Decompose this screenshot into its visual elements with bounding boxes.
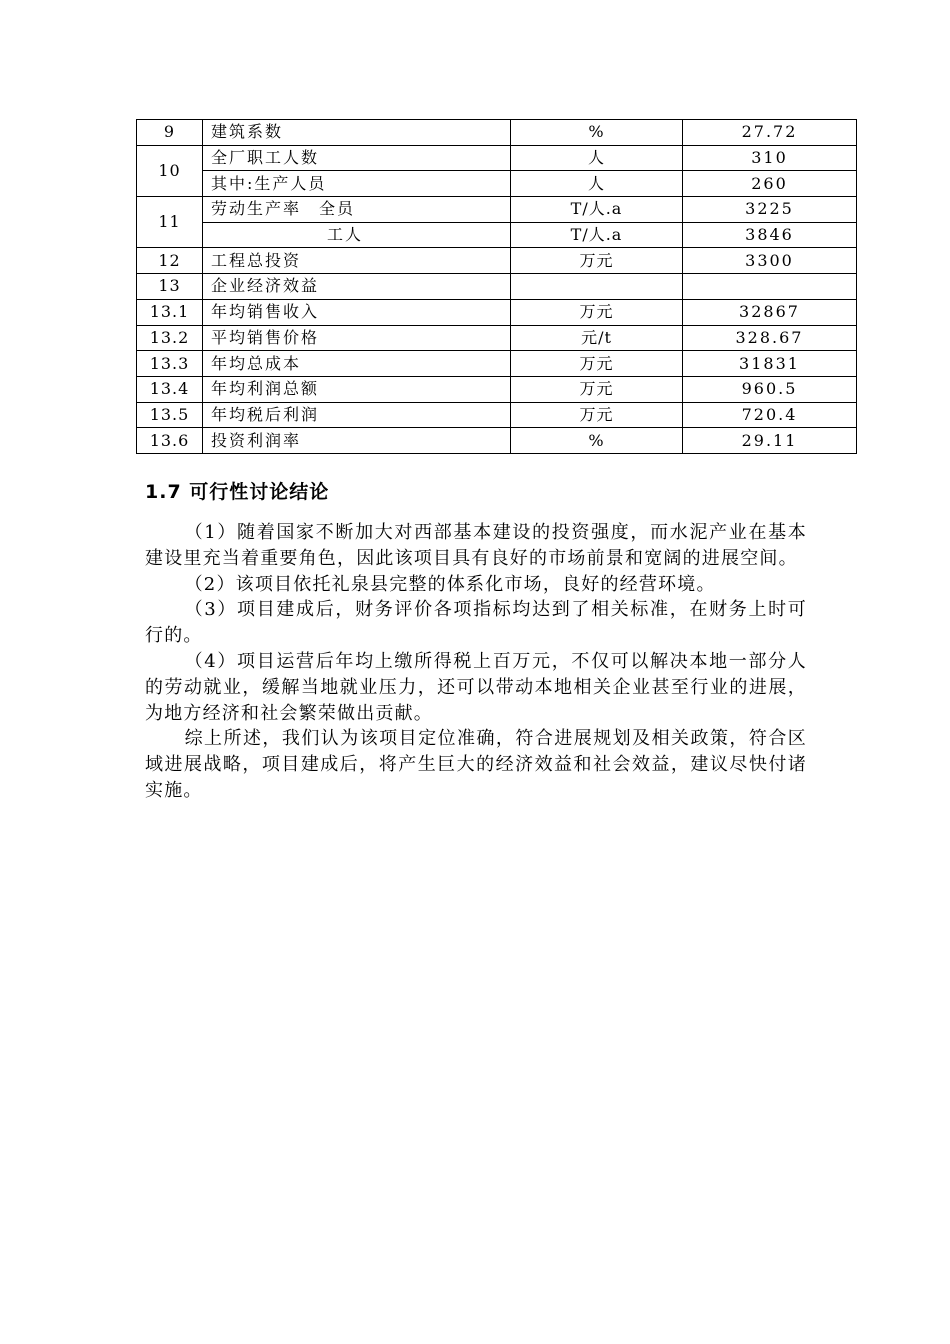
row-number: 13.2 (137, 325, 203, 351)
row-item: 全厂职工人数 (203, 145, 511, 171)
paragraph: （2）该项目依托礼泉县完整的体系化市场，良好的经营环境。 (184, 573, 716, 595)
row-value: 960.5 (683, 376, 857, 402)
paragraph: （3）项目建成后，财务评价各项指标均达到了相关标准，在财务上时可行的。 (145, 599, 807, 647)
row-item: 年均利润总额 (203, 376, 511, 402)
row-number: 13.5 (137, 402, 203, 428)
row-unit: 万元 (511, 248, 683, 274)
row-value: 310 (683, 145, 857, 171)
indicator-table (136, 119, 857, 454)
row-item: 工程总投资 (203, 248, 511, 274)
table-row (137, 120, 857, 146)
table-row (137, 274, 857, 300)
row-value: 328.67 (683, 325, 857, 351)
row-item: 劳动生产率 全员 (203, 197, 511, 223)
table-row (137, 171, 857, 197)
row-unit (511, 274, 683, 300)
table-row (137, 325, 857, 351)
row-value: 3846 (683, 222, 857, 248)
row-value: 29.11 (683, 428, 857, 454)
row-item: 工人 (203, 222, 511, 248)
row-value: 32867 (683, 299, 857, 325)
row-number: 12 (137, 248, 203, 274)
row-item: 建筑系数 (203, 120, 511, 146)
table-row (137, 248, 857, 274)
table-row (137, 402, 857, 428)
row-item: 年均税后利润 (203, 402, 511, 428)
row-value: 3225 (683, 197, 857, 223)
row-unit: 万元 (511, 402, 683, 428)
row-item: 投资利润率 (203, 428, 511, 454)
row-item: 企业经济效益 (203, 274, 511, 300)
row-item: 年均总成本 (203, 351, 511, 377)
paragraph: （1）随着国家不断加大对西部基本建设的投资强度，而水泥产业在基本建设里充当着重要角色，因此该项目具有良好的市场前景和宽阔的进展空间。 (145, 522, 807, 569)
row-number: 13 (137, 274, 203, 300)
row-item: 平均销售价格 (203, 325, 511, 351)
row-item: 其中:生产人员 (203, 171, 511, 197)
row-unit: % (511, 428, 683, 454)
row-value: 720.4 (683, 402, 857, 428)
row-number: 11 (137, 197, 203, 248)
table-row (137, 222, 857, 248)
row-unit: T/人.a (511, 222, 683, 248)
row-item: 年均销售收入 (203, 299, 511, 325)
row-number: 10 (137, 145, 203, 196)
row-value (683, 274, 857, 300)
table-row (137, 197, 857, 223)
row-number: 9 (137, 120, 203, 146)
paragraph: （4）项目运营后年均上缴所得税上百万元，不仅可以解决本地一部分人的劳动就业，缓解当地就业压力，还可以带动本地相关企业甚至行业的进展，为地方经济和社会繁荣做出贡献。 (145, 650, 807, 724)
row-number: 13.6 (137, 428, 203, 454)
row-unit: 万元 (511, 351, 683, 377)
indicator-table-container (136, 119, 856, 454)
row-number: 13.3 (137, 351, 203, 377)
row-unit: 元/t (511, 325, 683, 351)
conclusion-text (145, 520, 807, 804)
table-row (137, 299, 857, 325)
row-unit: % (511, 120, 683, 146)
table-row (137, 428, 857, 454)
row-number: 13.4 (137, 376, 203, 402)
paragraph: 综上所述，我们认为该项目定位准确，符合进展规划及相关政策，符合区域进展战略，项目建成后，将产生巨大的经济效益和社会效益，建议尽快付诸实施。 (145, 728, 807, 801)
section-heading: 1.7 可行性讨论结论 (145, 481, 330, 503)
row-unit: 万元 (511, 376, 683, 402)
table-row (137, 145, 857, 171)
table-row (137, 351, 857, 377)
row-value: 31831 (683, 351, 857, 377)
row-unit: 万元 (511, 299, 683, 325)
row-value: 260 (683, 171, 857, 197)
row-unit: 人 (511, 145, 683, 171)
row-value: 3300 (683, 248, 857, 274)
row-unit: 人 (511, 171, 683, 197)
table-row (137, 376, 857, 402)
row-value: 27.72 (683, 120, 857, 146)
row-number: 13.1 (137, 299, 203, 325)
row-unit: T/人.a (511, 197, 683, 223)
